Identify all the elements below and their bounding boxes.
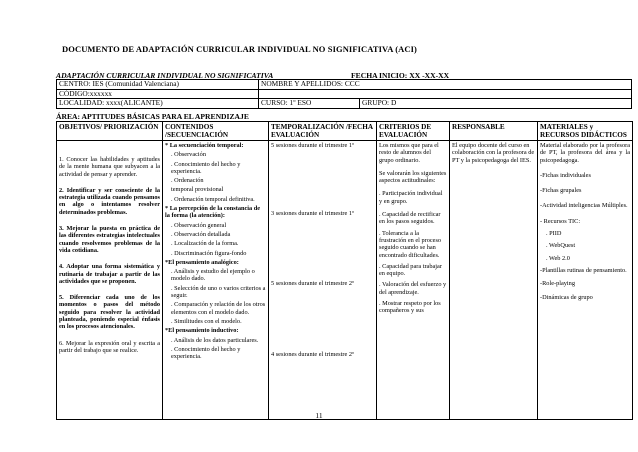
contenido-item: temporal provisional (171, 186, 224, 194)
criterio-item: . Valoración del esfuerzo y del aprendizaje. (379, 281, 447, 296)
col-objetivos: OBJETIVOS/ PRIORIZACIÓN (57, 122, 163, 141)
criterio-item: Se valorarán los siguientes aspectos actitudinales: (379, 169, 447, 185)
document-title: DOCUMENTO DE ADAPTACIÓN CURRICULAR INDIVIDUAL NO SIGNIFICATIVA (ACI) (62, 44, 417, 54)
contenido-item: . Observación general (171, 221, 227, 229)
contenido-heading: * La secuenciación temporal: (165, 142, 244, 149)
meta-codigo: CÓDIGO:xxxxxx (57, 89, 259, 99)
criterios-cell (377, 141, 450, 420)
header-label: ADAPTACIÓN CURRICULAR INDIVIDUAL NO SIGNIFICATIVA (56, 71, 274, 80)
material-item: -Actividad inteligencias Múltiples. (540, 202, 628, 210)
criterio-item: . Tolerancia a la frustración en el proceso seguido cuando se han encontrado dificultades. (379, 229, 442, 259)
col-responsable: RESPONSABLE (450, 122, 538, 141)
criterio-item: . Participación individual y en grupo. (379, 190, 443, 205)
objetivo-item: 1. Conocer las habilidades y aptitudes de la mente humana que subyacen a la actividad de pensar y aprender. (59, 156, 160, 178)
col-criterios: CRITERIOS DE EVALUACIÓN (377, 122, 450, 141)
meta-localidad: LOCALIDAD: xxxx(ALICANTE) (57, 99, 259, 109)
criterio-item: . Mostrar respeto por los compañeros y sus (379, 300, 441, 315)
material-item: Material elaborado por la profesora de PT, la profesora del área y la psicopedagoga. (540, 142, 630, 164)
objetivo-item: 3. Mejorar la puesta en práctica de las diferentes estrategias intelectuales cuando resolvemos problemas de la vida cotidiana. (59, 225, 160, 254)
criterio-item: Los mismos que para el resto de alumnos del grupo ordinario. (379, 142, 439, 164)
contenido-item: . Conocimiento del hecho y experiencia. (171, 160, 241, 175)
criterio-item: . Capacidad para trabajar en equipo. (379, 262, 442, 278)
contenido-heading: * La percepción de la constancia de la forma (la atención): (165, 205, 261, 220)
objetivo-item: 2. Identificar y ser consciente de la estrategia utilizada cuando pensamos en algo o intentamos resolver determinados problemas. (59, 186, 160, 216)
contenido-item: . Análisis y estudio del ejemplo o modelo dado. (171, 268, 255, 283)
material-item: . Web 2.0 (546, 254, 570, 262)
meta-centro: CENTRO: IES (Comunidad Valenciana) (57, 80, 259, 90)
material-item: . WebQuest (546, 242, 576, 250)
contenido-item: . Observación (171, 151, 206, 159)
adaptation-table (56, 121, 633, 420)
material-item: -Fichas grupales (540, 187, 582, 195)
contenido-item: . Selección de uno o varios criterios a seguir. (171, 284, 266, 300)
temporalizacion-item: 3 sesiones durante el trimestre 1º (271, 210, 354, 218)
page-number: 11 (315, 411, 323, 420)
temporalizacion-item: 5 sesiones durante el trimestre 1º (271, 142, 354, 149)
col-contenidos: CONTENIDOS /SECUENCIACIÓN (163, 122, 269, 141)
contenido-item: . Análisis de los datos particulares. (171, 336, 259, 344)
material-item: -Plantillas rutinas de pensamiento. (540, 266, 627, 274)
temporalizacion-item: 4 sesiones durante el trimestre 2º (271, 350, 354, 358)
contenido-item: . Similitudes con el modelo. (171, 317, 242, 325)
material-item: -Role-playing (540, 280, 575, 288)
material-item: - Recursos TIC: (540, 217, 581, 225)
material-item: -Dinámicas de grupo (540, 293, 593, 301)
responsable-text: El equipo docente del curso en colaboración con la profesora de PT y la psicopedagoga del IES. (452, 142, 535, 164)
temporalizacion-cell (269, 141, 377, 420)
contenido-heading: *El pensamiento analógico: (165, 258, 239, 266)
col-materiales: MATERIALES y RECURSOS DIDÁCTICOS (538, 122, 633, 141)
meta-nombre: NOMBRE Y APELLIDOS: CCC (259, 80, 632, 90)
contenido-item: . Conocimiento del hecho y experiencia. (171, 345, 241, 361)
meta-curso: CURSO: 1º ESO (259, 99, 360, 109)
meta-table (56, 79, 632, 109)
area-heading: ÁREA: APTITUDES BÁSICAS PARA EL APRENDIZAJE (56, 112, 249, 121)
temporalizacion-item: 5 sesiones durante el trimestre 2º (271, 279, 354, 287)
objetivo-item: 4. Adoptar una forma sistemática y rutinaria de trabajar a partir de las actividades que se proponen. (59, 263, 160, 285)
fecha-inicio: FECHA INICIO: XX -XX-XX (351, 71, 450, 80)
contenido-item: . Localización de la forma. (171, 240, 239, 248)
contenido-item: . Ordenación (171, 177, 204, 185)
contenido-heading: *El pensamiento inductivo: (165, 327, 239, 335)
material-item: -Fichas individuales (540, 171, 591, 179)
contenido-item: . Ordenación temporal definitiva. (171, 195, 255, 203)
objetivo-item: 6. Mejorar la expresión oral y escrita a partir del trabajo que se realice. (59, 339, 160, 354)
criterio-item: . Capacidad de rectificar en los pasos seguidos. (379, 211, 441, 226)
responsable-cell (450, 141, 538, 420)
contenido-item: . Discriminación figura-fondo (171, 249, 247, 257)
meta-grupo: GRUPO: D (360, 99, 632, 109)
contenidos-cell (163, 141, 269, 420)
col-temporalizacion: TEMPORALIZACIÓN /FECHA EVALUACIÓN (269, 122, 377, 141)
contenido-item: . Observación detallada (171, 230, 231, 238)
objetivo-item: 5. Diferenciar cada uno de los momentos o pasos del método seguido para resolver la actividad planteada, poniendo especial énfasis en los procesos atencionales. (59, 294, 160, 331)
material-item: . PIID (546, 230, 562, 238)
materiales-cell (538, 141, 633, 420)
objetivos-cell (57, 141, 163, 420)
contenido-item: . Comparación y relación de los otros elementos con el modelo dado. (171, 301, 266, 316)
